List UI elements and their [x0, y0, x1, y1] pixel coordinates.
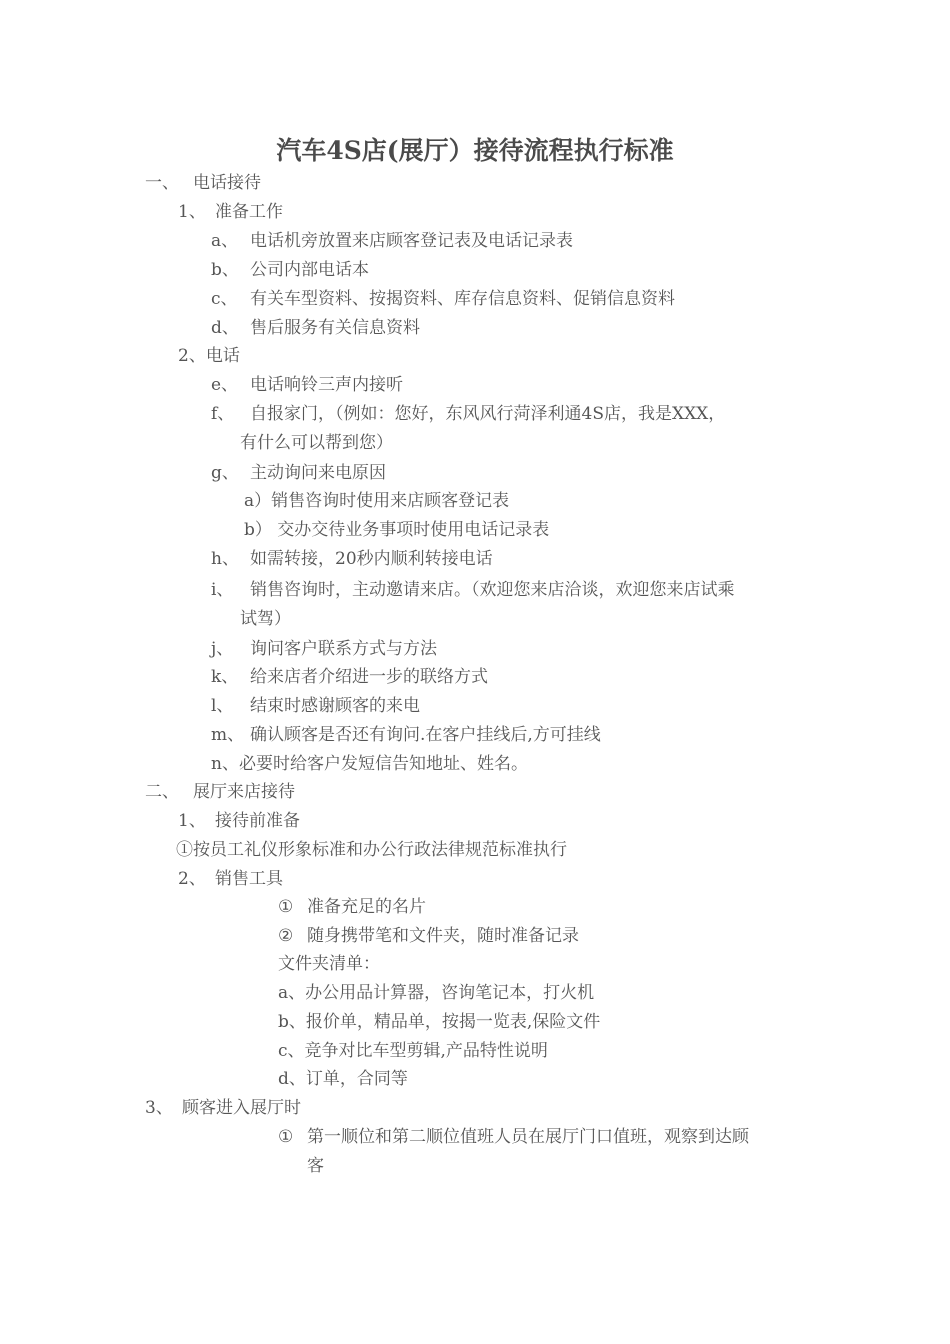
- subsection-number: 1、: [178, 811, 206, 831]
- subsection-number: 2、: [178, 869, 206, 889]
- list-text: 电话响铃三声内接听: [250, 375, 403, 395]
- list-text: 确认顾客是否还有询问.在客户挂线后,方可挂线: [250, 725, 601, 745]
- subsection-heading: [145, 1097, 301, 1119]
- list-text: 询问客户联系方式与方法: [250, 639, 437, 659]
- list-marker: c、: [211, 289, 238, 309]
- list-item: [211, 666, 488, 688]
- list-text: 随身携带笔和文件夹，随时准备记录: [307, 926, 579, 946]
- list-marker: f、: [211, 404, 235, 424]
- section-number: 一、: [145, 173, 179, 193]
- list-item: [211, 638, 437, 660]
- list-text-continuation: 试驾）: [240, 609, 291, 629]
- section-heading: [145, 781, 295, 803]
- list-item: [211, 695, 420, 717]
- list-marker: g、: [211, 463, 239, 483]
- list-text: 如需转接，20秒内顺利转接电话: [250, 549, 493, 569]
- subsection-heading: [178, 810, 300, 832]
- list-item: [211, 548, 493, 570]
- list-marker: d、: [211, 318, 239, 338]
- list-marker: j、: [211, 639, 234, 659]
- list-marker: a、: [211, 231, 239, 251]
- list-marker: i、: [211, 580, 234, 600]
- section-label: 展厅来店接待: [193, 782, 295, 802]
- list-item: ①按员工礼仪形象标准和办公行政法律规范标准执行: [176, 840, 567, 860]
- list-item: n、必要时给客户发短信告知地址、姓名。: [211, 754, 528, 774]
- section-heading: [145, 172, 261, 194]
- list-marker: ②: [278, 926, 294, 946]
- list-item: [211, 724, 601, 746]
- list-item: a、办公用品计算器，咨询笔记本，打火机: [278, 983, 595, 1003]
- list-marker: e、: [211, 375, 239, 395]
- list-marker: k、: [211, 667, 239, 687]
- list-text-continuation: 客: [307, 1156, 324, 1176]
- list-text: 销售咨询时，主动邀请来店。（欢迎您来店洽谈，欢迎您来店试乘: [250, 580, 735, 600]
- list-text: 电话机旁放置来店顾客登记表及电话记录表: [250, 231, 573, 251]
- subsection-label: 顾客进入展厅时: [182, 1098, 301, 1118]
- section-label: 电话接待: [193, 173, 261, 193]
- subsection-heading: [178, 201, 283, 223]
- document-title: 汽车4S店(展厅）接待流程执行标准: [276, 136, 674, 165]
- list-marker: h、: [211, 549, 239, 569]
- subsection-label: 准备工作: [215, 202, 283, 222]
- list-marker: l、: [211, 696, 234, 716]
- subsection-label: 销售工具: [215, 869, 283, 889]
- subsection-number: 3、: [145, 1098, 173, 1118]
- list-text-continuation: 有什么可以帮到您）: [240, 433, 393, 453]
- subsection-heading: [178, 868, 283, 890]
- list-text: 第一顺位和第二顺位值班人员在展厅门口值班，观察到达顾: [307, 1127, 749, 1147]
- list-item: b、报价单，精品单，按揭一览表,保险文件: [278, 1012, 601, 1032]
- list-text: 有关车型资料、按揭资料、库存信息资料、促销信息资料: [250, 289, 675, 309]
- section-number: 二、: [145, 782, 179, 802]
- sub-list-item: a）销售咨询时使用来店顾客登记表: [244, 491, 510, 511]
- list-text: 售后服务有关信息资料: [250, 318, 420, 338]
- list-item: [278, 1126, 749, 1148]
- list-item: [211, 403, 725, 425]
- list-item: c、竞争对比车型剪辑,产品特性说明: [278, 1041, 548, 1061]
- list-item: [278, 896, 426, 918]
- subsection-number: 1、: [178, 202, 206, 222]
- folder-heading: 文件夹清单：: [278, 954, 380, 974]
- list-item: [211, 579, 735, 601]
- list-marker: ①: [278, 897, 294, 917]
- list-item: [211, 230, 573, 252]
- subsection-label: 接待前准备: [215, 811, 300, 831]
- list-text: 结束时感谢顾客的来电: [250, 696, 420, 716]
- list-text: 主动询问来电原因: [250, 463, 386, 483]
- list-marker: ①: [278, 1127, 294, 1147]
- list-text: 公司内部电话本: [250, 260, 369, 280]
- list-text: 准备充足的名片: [307, 897, 426, 917]
- list-marker: b、: [211, 260, 239, 280]
- list-text: 自报家门，（例如：您好，东风风行菏泽利通4S店，我是XXX，: [250, 404, 726, 424]
- list-item: [211, 317, 420, 339]
- subsection-heading: 2、电话: [178, 346, 240, 366]
- list-item: [211, 288, 675, 310]
- list-item: d、订单，合同等: [278, 1069, 408, 1089]
- list-marker: m、: [211, 725, 245, 745]
- sub-list-item: b） 交办交待业务事项时使用电话记录表: [244, 520, 550, 540]
- list-item: [211, 462, 386, 484]
- list-item: [211, 259, 369, 281]
- list-text: 给来店者介绍进一步的联络方式: [250, 667, 488, 687]
- list-item: [211, 374, 403, 396]
- list-item: [278, 925, 579, 947]
